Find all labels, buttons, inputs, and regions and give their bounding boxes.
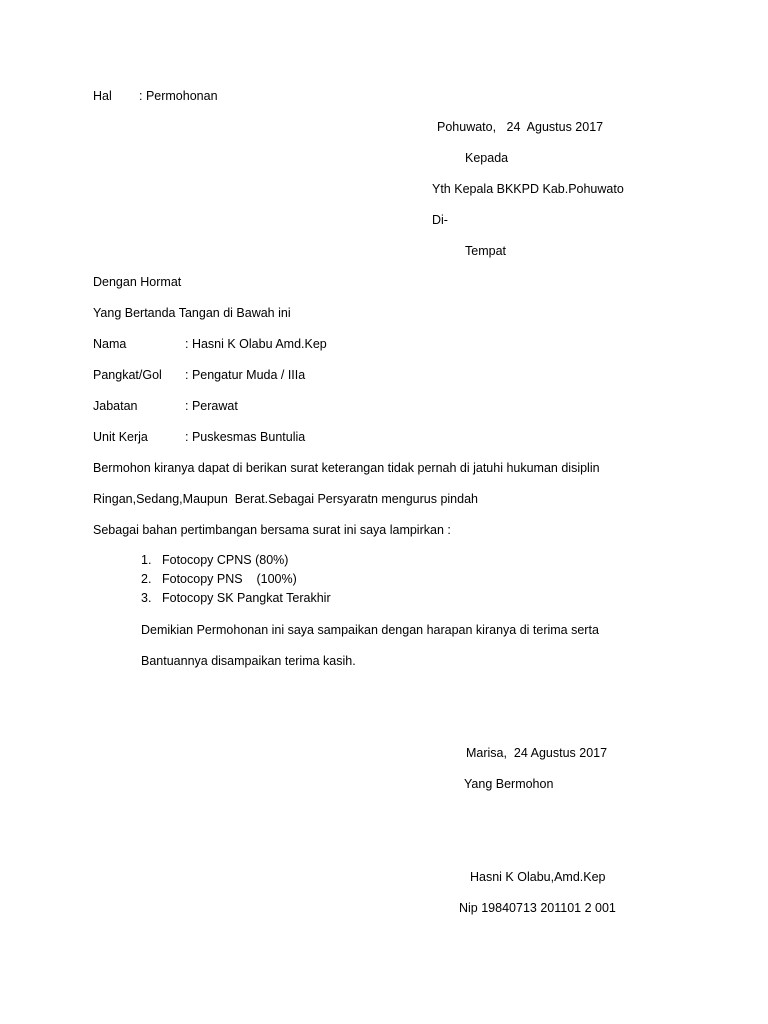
recipient-addressee: Yth Kepala BKKPD Kab.Pohuwato xyxy=(432,182,624,196)
body-line-2: Ringan,Sedang,Maupun Berat.Sebagai Persyaratn mengurus pindah xyxy=(93,492,478,506)
subject-label: Hal xyxy=(93,89,112,103)
attachment-number: 1. xyxy=(141,553,152,567)
field-label-pangkat: Pangkat/Gol xyxy=(93,368,162,382)
field-label-nama: Nama xyxy=(93,337,127,351)
field-value-pangkat: : Pengatur Muda / IIIa xyxy=(185,368,306,382)
recipient-tempat: Tempat xyxy=(465,244,506,258)
attachment-item: Fotocopy SK Pangkat Terakhir xyxy=(162,591,331,605)
attachment-number: 3. xyxy=(141,591,152,605)
signature-role: Yang Bermohon xyxy=(464,777,554,791)
field-value-unit-kerja: : Puskesmas Buntulia xyxy=(185,430,306,444)
attachment-item: Fotocopy PNS (100%) xyxy=(162,572,297,586)
closing-line-2: Bantuannya disampaikan terima kasih. xyxy=(141,654,356,668)
body-line-1: Bermohon kiranya dapat di berikan surat keterangan tidak pernah di jatuhi hukuman disiplin xyxy=(93,461,600,475)
signature-name: Hasni K Olabu,Amd.Kep xyxy=(470,870,606,884)
intro-line: Yang Bertanda Tangan di Bawah ini xyxy=(93,306,291,320)
subject-value: : Permohonan xyxy=(139,89,218,103)
greeting: Dengan Hormat xyxy=(93,275,182,289)
body-line-3: Sebagai bahan pertimbangan bersama surat ini saya lampirkan : xyxy=(93,523,451,537)
recipient-kepada: Kepada xyxy=(465,151,509,165)
signature-place-date: Marisa, 24 Agustus 2017 xyxy=(466,746,608,760)
signature-nip: Nip 19840713 201101 2 001 xyxy=(459,901,616,915)
field-label-unit-kerja: Unit Kerja xyxy=(93,430,148,444)
recipient-di: Di- xyxy=(432,213,448,227)
attachment-item: Fotocopy CPNS (80%) xyxy=(162,553,289,567)
field-value-jabatan: : Perawat xyxy=(185,399,238,413)
field-label-jabatan: Jabatan xyxy=(93,399,138,413)
field-value-nama: : Hasni K Olabu Amd.Kep xyxy=(185,337,327,351)
letter-place-date: Pohuwato, 24 Agustus 2017 xyxy=(437,120,604,134)
attachment-number: 2. xyxy=(141,572,152,586)
closing-line-1: Demikian Permohonan ini saya sampaikan dengan harapan kiranya di terima serta xyxy=(141,623,599,637)
